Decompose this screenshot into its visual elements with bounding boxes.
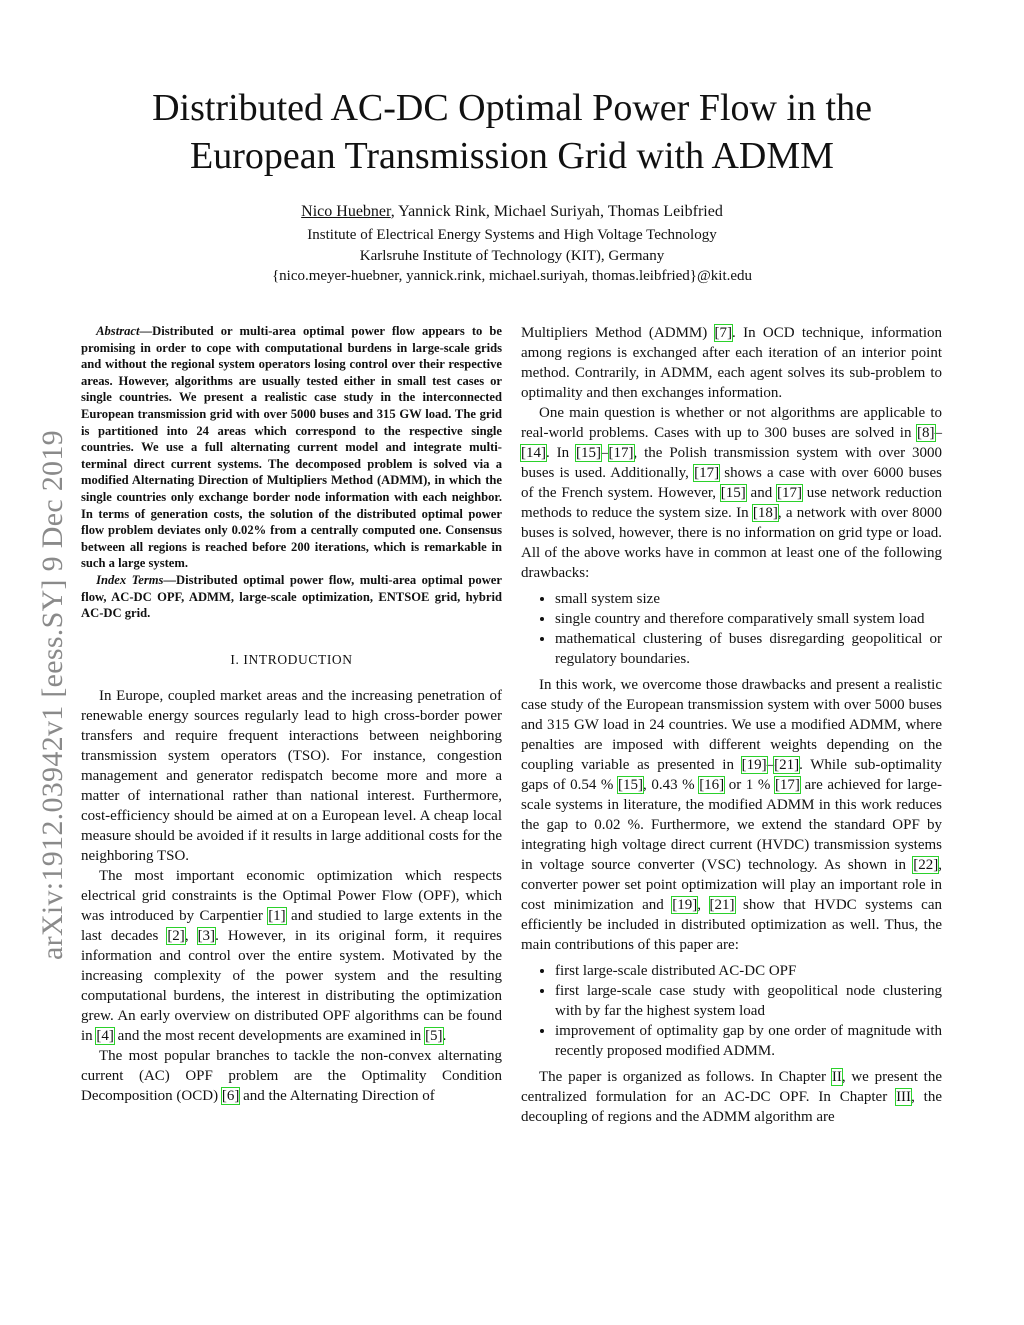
list-item: • improvement of optimality gap by one order of magnitude with recently proposed modified ADMM. — [555, 1021, 942, 1061]
citation-link[interactable]: [19] — [741, 757, 767, 773]
citation-link[interactable]: [15] — [576, 445, 601, 461]
text-run: One main question is whether or not algorithms are applicable to real-world problems. Cases with up to 300 buses are solved in — [521, 405, 942, 441]
text-run: and studied to large extents in the last decades — [81, 907, 502, 944]
author-link[interactable]: Nico Huebner — [301, 203, 391, 220]
abstract-label: Abstract — [96, 324, 140, 338]
list-item: • small system size — [555, 589, 942, 609]
citation-link[interactable]: [17] — [774, 777, 800, 793]
citation-link[interactable]: [21] — [774, 757, 800, 773]
text-run: , a network with over 8000 buses is solved, however, there is no information on grid type or load. All of the above works have in common at least one of the following drawbacks: — [521, 505, 942, 581]
text-run: , — [184, 927, 198, 944]
citation-link[interactable]: [15] — [618, 777, 643, 793]
citation-link[interactable]: [6] — [221, 1087, 240, 1104]
author-emails: {nico.meyer-huebner, yannick.rink, michael.suriyah, thomas.leibfried}@kit.edu — [271, 268, 753, 284]
citation-link[interactable]: [16] — [699, 777, 725, 793]
citation-link[interactable]: [17] — [776, 485, 802, 501]
text-run: . — [442, 1027, 447, 1044]
text-run: – — [766, 757, 775, 773]
text-run: The paper is organized as follows. In Chapter — [539, 1069, 832, 1085]
text-run: and — [745, 485, 777, 501]
citation-link[interactable]: [8] — [917, 425, 935, 441]
author-list — [60, 203, 964, 221]
section-heading-introduction: I. INTRODUCTION — [230, 651, 353, 667]
citation-link[interactable]: [7] — [714, 325, 733, 341]
affiliation-block — [60, 225, 964, 287]
citation-link[interactable]: [4] — [96, 1027, 114, 1044]
citation-link[interactable]: [17] — [694, 465, 720, 481]
section-link[interactable]: III — [896, 1089, 912, 1105]
left-column — [81, 323, 502, 1106]
arxiv-identifier: arXiv:1912.03942v1 [eess.SY] 9 Dec 2019 — [36, 430, 69, 960]
text-run: . In OCD technique, information among regions is exchanged after each iteration of an interior point method. Contrarily, in ADMM, each agent solves its sub-problem to optimality and then exchanges information. — [521, 325, 942, 401]
citation-link[interactable]: [17] — [608, 445, 634, 461]
list-item: • mathematical clustering of buses disregarding geopolitical or regulatory boundaries. — [555, 629, 942, 669]
text-run: shows a case with over 6000 buses of the French system. However, — [521, 465, 942, 501]
section-link[interactable]: II — [831, 1069, 842, 1085]
affiliation-university: Karlsruhe Institute of Technology (KIT), Germany — [359, 247, 665, 264]
intro-paragraph-6 — [521, 675, 942, 955]
citation-link[interactable]: [22] — [913, 857, 939, 873]
citation-link[interactable]: [2] — [167, 927, 185, 944]
text-run: or 1 % — [724, 777, 775, 793]
text-run: In this work, we overcome those drawbacks and present a realistic case study of the European transmission system with over 5000 buses and 315 GW load in 24 countries. We use a modified ADMM, where penalties are imposed with different weights depending on the coupling variable as presented in — [521, 677, 942, 773]
citation-link[interactable]: [5] — [425, 1027, 443, 1044]
index-terms-label: Index Terms — [96, 572, 164, 587]
citation-link[interactable]: [18] — [752, 505, 778, 521]
intro-paragraph-4 — [521, 323, 942, 403]
citation-link[interactable]: [1] — [268, 907, 286, 924]
title-line-2: European Transmission Grid with ADMM — [190, 135, 834, 177]
paper-title — [60, 84, 964, 180]
text-run: , we present the centralized formulation for an AC-DC OPF. In Chapter — [521, 1069, 942, 1105]
intro-paragraph-7 — [521, 1067, 942, 1127]
title-line-1: Distributed AC-DC Optimal Power Flow in the — [152, 87, 872, 129]
text-run: , 0.43 % — [643, 777, 700, 793]
text-run: . In — [546, 445, 576, 461]
affiliation-institute: Institute of Electrical Energy Systems and High Voltage Technology — [307, 227, 717, 243]
text-run: are achieved for large-scale systems in literature, the modified ADMM in this work reduces the gap to 0.02 %. Furthermore, we extend the standard OPF by integrating high voltage direct current (HVDC) transmission systems in voltage source converter (VSC) technology. As shown in — [521, 777, 942, 873]
text-run: show that HVDC systems can efficiently be included in distributed optimization as well. Thus, the main contributions of this paper are: — [521, 897, 942, 953]
abstract-text: —Distributed or multi-area optimal power flow appears to be promising in order to cope with computational burdens in large-scale grids and without the regional system operators losing control over their respective areas. However, algorithms are usually tested either in small test cases or single countries. We present a realistic case study in the interconnected European transmission grid with over 5000 buses and 315 GW load. The grid is partitioned into 24 areas which correspond to the respective single countries. We use a full alternating current model and integrate multi-terminal direct current systems. The decomposed problem is solved via a modified Alternating Direction of Multipliers Method (ADMM), in which the single countries only exchange border node information with each neighbor. In terms of generation costs, the solution of the distributed optimal power flow problem deviates only 0.02% from a centrally computed one. Consensus between all regions is reached before 200 iterations, which is remarkable in such a large system. — [81, 324, 502, 571]
intro-paragraph-3 — [81, 1046, 502, 1106]
citation-link[interactable]: [14] — [521, 445, 546, 461]
intro-paragraph-5 — [521, 403, 942, 583]
text-run: , converter power set point optimization will play an important role in cost minimization and — [521, 857, 942, 913]
text-run: – — [601, 445, 609, 461]
list-item: • first large-scale distributed AC-DC OPF — [555, 961, 942, 981]
list-item: • single country and therefore comparatively small system load — [555, 609, 942, 629]
text-run: and the Alternating Direction of — [239, 1087, 435, 1104]
text-run: . While sub-optimality gaps of 0.54 % — [521, 757, 943, 793]
text-run: Multipliers Method (ADMM) — [521, 325, 715, 341]
right-column — [521, 323, 942, 1127]
citation-link[interactable]: [21] — [709, 897, 735, 913]
intro-paragraph-1: In Europe, coupled market areas and the increasing penetration of renewable energy sources regularly lead to high cross-border power transfers and require frequent interactions between neighboring transmission system operators (TSO). For instance, congestion management and generator redispatch become more and more a matter of international rather than national interest. Furthermore, cost-efficiency should be aimed at on a European level. A cheap local measure should be avoided if it results in large additional costs for the neighboring TSO. — [81, 687, 502, 864]
text-run: – — [934, 425, 942, 441]
text-run: , — [697, 897, 710, 913]
text-run: use network reduction methods to reduce the system size. In — [521, 485, 943, 521]
drawbacks-list — [521, 589, 942, 669]
list-item: • first large-scale case study with geopolitical node clustering with by far the highest system load — [555, 981, 942, 1021]
text-run: , the Polish transmission system with over 3000 buses is used. Additionally, — [521, 445, 943, 481]
index-terms-text: —Distributed optimal power flow, multi-area optimal power flow, AC-DC OPF, ADMM, large-scale optimization, ENTSOE grid, hybrid AC-DC grid. — [81, 572, 502, 621]
citation-link[interactable]: [3] — [197, 927, 216, 944]
author-names: , Yannick Rink, Michael Suriyah, Thomas Leibfried — [390, 203, 723, 220]
index-terms — [81, 572, 502, 622]
text-run: , the decoupling of regions and the ADMM algorithm are — [521, 1089, 943, 1125]
text-run: The most popular branches to tackle the non-convex alternating current (AC) OPF problem are the Optimality Condition Decomposition (OCD) — [81, 1047, 502, 1104]
abstract — [81, 323, 502, 572]
citation-link[interactable]: [19] — [672, 897, 698, 913]
text-run: and the most recent developments are examined in — [113, 1027, 426, 1044]
text-run: The most important economic optimization which respects electrical grid constraints is the Optimal Power Flow (OPF), which was introduced by Carpentier — [81, 867, 502, 924]
text-run: . However, in its original form, it requires information and control over the entire system. Motivated by the increasing complexity of the power system and the resulting computational burdens, the interest in distributing the optimization grew. An early overview on distributed OPF algorithms can be found in — [81, 927, 502, 1044]
intro-paragraph-2 — [81, 866, 502, 1046]
citation-link[interactable]: [15] — [720, 485, 746, 501]
contributions-list — [521, 961, 942, 1061]
